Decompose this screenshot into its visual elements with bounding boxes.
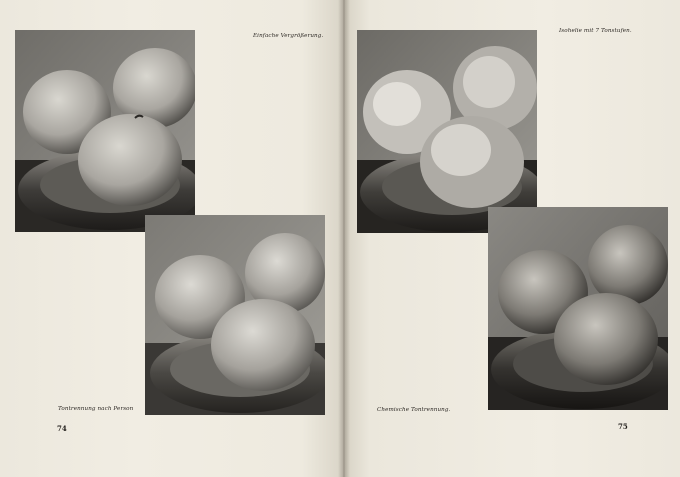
book-gutter xyxy=(338,0,350,477)
right-page xyxy=(343,0,680,477)
photo-isohelie xyxy=(357,30,537,233)
photo-tone-separation xyxy=(145,215,325,415)
apples-photo-icon xyxy=(15,30,195,232)
right-page-number: 75 xyxy=(618,422,628,431)
apples-photo-icon xyxy=(357,30,537,233)
left-caption-top: Einfache Vergrößerung. xyxy=(253,33,324,39)
photo-chemical-separation xyxy=(488,207,668,410)
left-page-number: 74 xyxy=(57,424,67,433)
right-caption-top: Isohelie mit 7 Tonstufen. xyxy=(559,28,632,34)
apples-photo-icon xyxy=(488,207,668,410)
photo-simple-enlargement xyxy=(15,30,195,232)
apples-photo-icon xyxy=(145,215,325,415)
left-caption-bottom: Tontrennung nach Person xyxy=(58,406,134,412)
right-caption-bottom: Chemische Tontrennung. xyxy=(377,407,451,413)
